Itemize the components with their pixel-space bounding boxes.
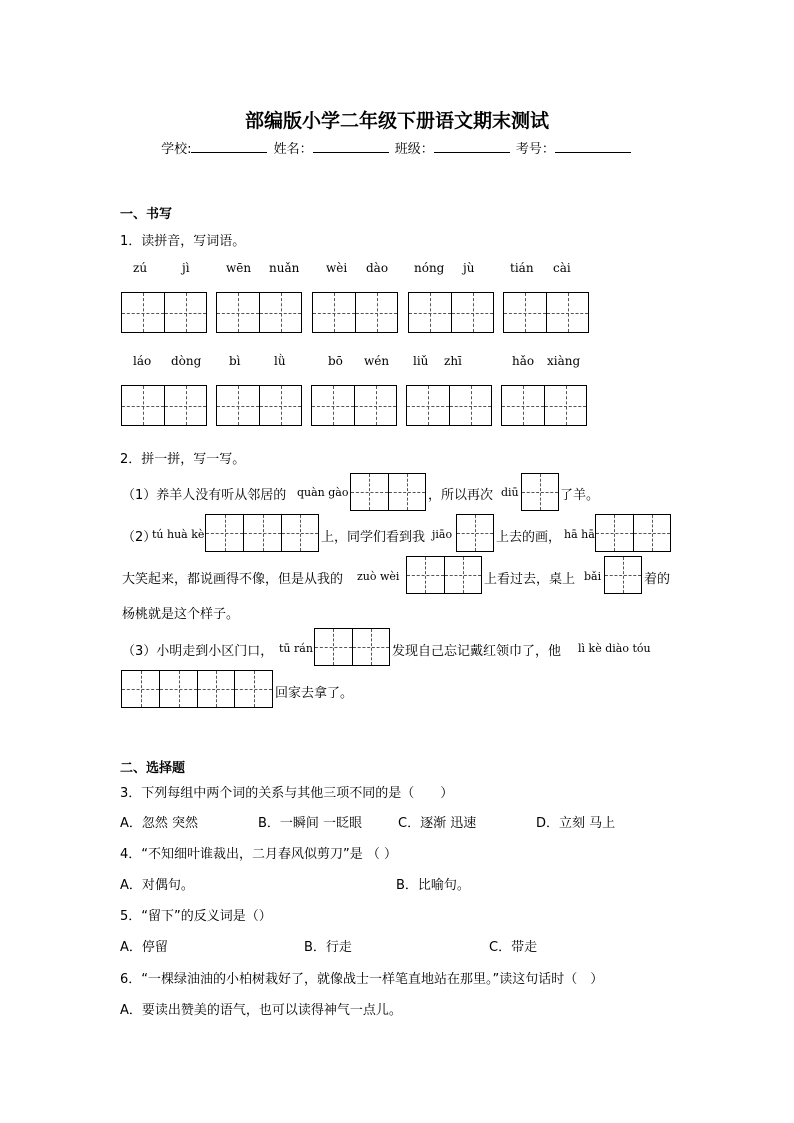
pinyin: xiàng — [547, 354, 581, 368]
q3-option-c[interactable]: C．逐渐 迅速 — [398, 816, 477, 831]
q2-s1-text: ，所以再次 — [428, 488, 494, 503]
school-label: 学校: — [161, 142, 192, 157]
q2-s3-text: 发现自己忘记戴红领巾了，他 — [392, 644, 562, 659]
class-field[interactable] — [434, 140, 510, 153]
section-one-title: 一、书写 — [120, 207, 173, 222]
name-label: 姓名： — [273, 142, 313, 157]
page-title: 部编版小学二年级下册语文期末测试 — [244, 110, 549, 132]
pinyin: wēn — [226, 261, 252, 275]
q3-option-b[interactable]: B．一瞬间 一眨眼 — [258, 816, 363, 831]
writing-grid[interactable] — [604, 556, 642, 594]
q3-prompt: 3．下列每组中两个词的关系与其他三项不同的是（ ） — [120, 786, 454, 801]
class-label: 班级： — [394, 142, 434, 157]
school-field[interactable] — [191, 140, 267, 153]
number-label: 考号： — [515, 142, 555, 157]
pinyin: zuò wèi — [357, 570, 400, 583]
q4-prompt: 4．“不知细叶谁裁出，二月春风似剪刀”是 （ ） — [120, 847, 398, 862]
writing-grid[interactable] — [311, 385, 397, 426]
writing-grid[interactable] — [216, 385, 302, 426]
q2-s3-text: 回家去拿了。 — [275, 686, 354, 701]
q2-s2-text: 上，同学们看到我 — [321, 530, 426, 545]
q6-option-a[interactable]: A．要读出赞美的语气，也可以读得神气一点儿。 — [120, 1003, 402, 1018]
writing-grid[interactable] — [121, 670, 273, 708]
writing-grid[interactable] — [595, 514, 671, 552]
pinyin: hā hā — [564, 528, 595, 541]
writing-grid[interactable] — [121, 292, 207, 333]
q3-option-d[interactable]: D．立刻 马上 — [536, 816, 616, 831]
name-field[interactable] — [313, 140, 389, 153]
writing-grid[interactable] — [121, 385, 207, 426]
pinyin: dòng — [171, 354, 202, 368]
q4-option-a[interactable]: A．对偶句。 — [120, 878, 194, 893]
pinyin: diū — [501, 486, 519, 499]
section-two-title: 二、选择题 — [120, 761, 186, 776]
pinyin: quàn gào — [297, 486, 349, 499]
q5-option-b[interactable]: B．行走 — [304, 940, 352, 955]
pinyin: liǔ — [413, 354, 429, 368]
pinyin: nuǎn — [269, 261, 300, 275]
q2-s2-text: 大笑起来，都说画得不像，但是从我的 — [122, 572, 344, 587]
pinyin: tū rán — [279, 642, 313, 655]
pinyin: tián — [510, 261, 534, 275]
pinyin: bō — [328, 354, 343, 368]
pinyin: wén — [364, 354, 390, 368]
writing-grid[interactable] — [314, 628, 390, 666]
q2-s2-text: （2） — [122, 530, 157, 545]
q2-s2-text: 上看过去，桌上 — [484, 572, 576, 587]
pinyin: jù — [463, 261, 475, 275]
q2-s2-text: 着的 — [644, 572, 671, 587]
pinyin: lǜ — [274, 354, 286, 368]
writing-grid[interactable] — [456, 514, 494, 552]
q1-prompt: 1．读拼音，写词语。 — [120, 234, 246, 249]
writing-grid[interactable] — [503, 292, 589, 333]
writing-grid[interactable] — [406, 385, 492, 426]
q6-prompt: 6．“一棵绿油油的小柏树栽好了，就像战士一样笔直地站在那里。”读这句话时（ ） — [120, 972, 604, 987]
writing-grid[interactable] — [312, 292, 398, 333]
q5-option-a[interactable]: A．停留 — [120, 940, 168, 955]
writing-grid[interactable] — [521, 473, 559, 511]
pinyin: lì kè diào tóu — [578, 642, 651, 655]
pinyin: bǎi — [584, 570, 602, 583]
pinyin: jiāo — [432, 528, 453, 541]
pinyin: nóng — [414, 261, 445, 275]
pinyin: jì — [182, 261, 190, 275]
pinyin: tú huà kè — [152, 528, 205, 541]
writing-grid[interactable] — [408, 292, 494, 333]
pinyin: cài — [553, 261, 571, 275]
q2-s3-text: （3）小明走到小区门口， — [122, 644, 274, 659]
q2-prompt: 2．拼一拼，写一写。 — [120, 452, 246, 467]
q4-option-b[interactable]: B．比喻句。 — [396, 878, 470, 893]
pinyin: zhī — [444, 354, 462, 368]
pinyin: dào — [366, 261, 389, 275]
pinyin: wèi — [326, 261, 348, 275]
q5-option-c[interactable]: C．带走 — [489, 940, 538, 955]
pinyin: bì — [229, 354, 241, 368]
pinyin: láo — [133, 354, 152, 368]
writing-grid[interactable] — [216, 292, 302, 333]
q2-s2-text: 杨桃就是这个样子。 — [122, 607, 240, 622]
pinyin: zú — [133, 261, 148, 275]
writing-grid[interactable] — [406, 556, 482, 594]
q2-s2-text: 上去的画， — [496, 530, 562, 545]
q5-prompt: 5．“留下”的反义词是（） — [120, 909, 272, 924]
pinyin: hǎo — [512, 354, 535, 368]
q3-option-a[interactable]: A．忽然 突然 — [120, 816, 199, 831]
q2-s1-text: （1）养羊人没有听从邻居的 — [122, 488, 287, 503]
number-field[interactable] — [555, 140, 631, 153]
writing-grid[interactable] — [501, 385, 587, 426]
writing-grid[interactable] — [350, 473, 426, 511]
student-info-line — [0, 138, 794, 157]
writing-grid[interactable] — [205, 514, 319, 552]
q2-s1-text: 了羊。 — [560, 488, 600, 503]
